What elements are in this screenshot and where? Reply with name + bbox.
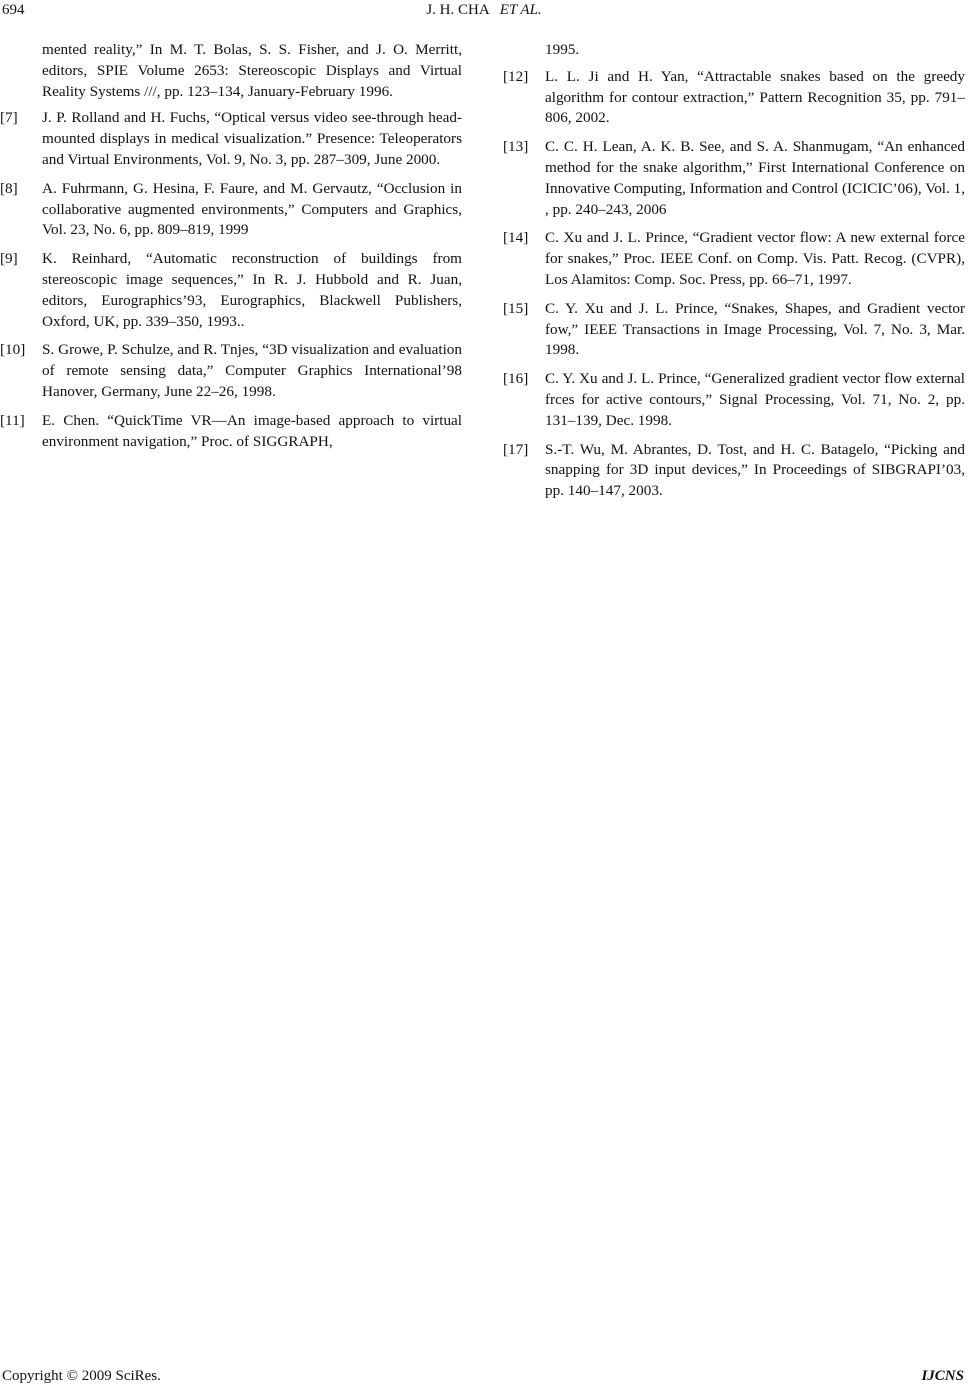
reference-9 (0, 249, 462, 332)
reference-text: J. P. Rolland and H. Fuchs, “Optical versus video see-through head-mounted displays in medical visualization.” Presence: Teleoperators and Virtual Environments, Vol. 9, No. 3, pp. 287–309, June 2000. (42, 109, 462, 168)
left-column (0, 40, 462, 460)
reference-number: [7] (0, 109, 18, 127)
reference-11 (0, 411, 462, 453)
reference-text: C. Xu and J. L. Prince, “Gradient vector flow: A new external force for snakes,” Proc. IEEE Conf. on Comp. Vis. Patt. Recog. (CVPR), Los Alamitos: Comp. Soc. Press, pp. 66–71, 1997. (545, 229, 965, 288)
reference-number: [17] (503, 440, 529, 458)
reference-8 (0, 179, 462, 241)
right-column (503, 40, 966, 510)
reference-17 (503, 440, 965, 502)
reference-number: [15] (503, 299, 529, 317)
reference-number: [16] (503, 370, 529, 388)
reference-16 (503, 369, 965, 431)
reference-text: S. Growe, P. Schulze, and R. Tnjes, “3D visualization and evaluation of remote sensing data,” Computer Graphics International’98 Hanover, Germany, June 22–26, 1998. (42, 341, 462, 400)
running-head-etal: ET AL. (499, 2, 542, 18)
reference-number: [10] (0, 341, 26, 359)
reference-number: [8] (0, 179, 18, 197)
reference-number: [9] (0, 250, 18, 268)
reference-text: C. Y. Xu and J. L. Prince, “Generalized gradient vector flow external frces for active contours,” Signal Processing, Vol. 71, No. 2, pp. 131–139, Dec. 1998. (545, 370, 965, 429)
reference-15 (503, 299, 965, 361)
reference-number: [13] (503, 138, 529, 156)
reference-14 (503, 228, 965, 290)
reference-13 (503, 137, 966, 220)
reference-number: [14] (503, 229, 529, 247)
reference-12 (503, 67, 965, 129)
reference-text: A. Fuhrmann, G. Hesina, F. Faure, and M. Gervautz, “Occlusion in collaborative augmented environments,” Computers and Graphics, Vol. 23, No. 6, pp. 809–819, 1999 (42, 179, 462, 239)
copyright-notice: Copyright © 2009 SciRes. (2, 1368, 161, 1384)
reference-text: K. Reinhard, “Automatic reconstruction of buildings from stereoscopic image sequences,” In R. J. Hubbold and R. Juan, editors, Eurographics’93, Eurographics, Blackwell Publishers, Oxford, UK, pp. 339–350, 1993.. (42, 250, 462, 330)
reference-text: C. C. H. Lean, A. K. B. See, and S. A. Shanmugam, “An enhanced method for the snake algorithm,” First International Conference on Innovative Computing, Information and Control (ICICIC’06), Vol. 1, , pp. 240–243, 2006 (545, 138, 966, 218)
reference-10 (0, 340, 462, 402)
reference-continuation: mented reality,” In M. T. Bolas, S. S. Fisher, and J. O. Merritt, editors, SPIE Volume 2653: Stereoscopic Displays and Virtual Reality Systems ///, pp. 123–134, January-February 1996. (42, 41, 462, 100)
reference-7 (0, 108, 462, 170)
reference-continuation: 1995. (545, 41, 580, 58)
reference-number: [11] (0, 411, 25, 429)
running-head-author: J. H. CHA (426, 2, 490, 18)
reference-number: [12] (503, 67, 529, 85)
page-number: 694 (2, 2, 25, 18)
reference-text: L. L. Ji and H. Yan, “Attractable snakes based on the greedy algorithm for contour extraction,” Pattern Recognition 35, pp. 791–806, 2002. (545, 67, 965, 127)
journal-name: IJCNS (921, 1368, 964, 1384)
reference-text: C. Y. Xu and J. L. Prince, “Snakes, Shapes, and Gradient vector fow,” IEEE Transactions in Image Processing, Vol. 7, No. 3, Mar. 1998. (545, 299, 965, 359)
reference-text: E. Chen. “QuickTime VR—An image-based approach to virtual environment navigation,” Proc. of SIGGRAPH, (42, 411, 462, 450)
reference-text: S.-T. Wu, M. Abrantes, D. Tost, and H. C. Batagelo, “Picking and snapping for 3D input devices,” In Proceedings of SIBGRAPI’03, pp. 140–147, 2003. (545, 440, 965, 500)
running-head (0, 0, 968, 20)
